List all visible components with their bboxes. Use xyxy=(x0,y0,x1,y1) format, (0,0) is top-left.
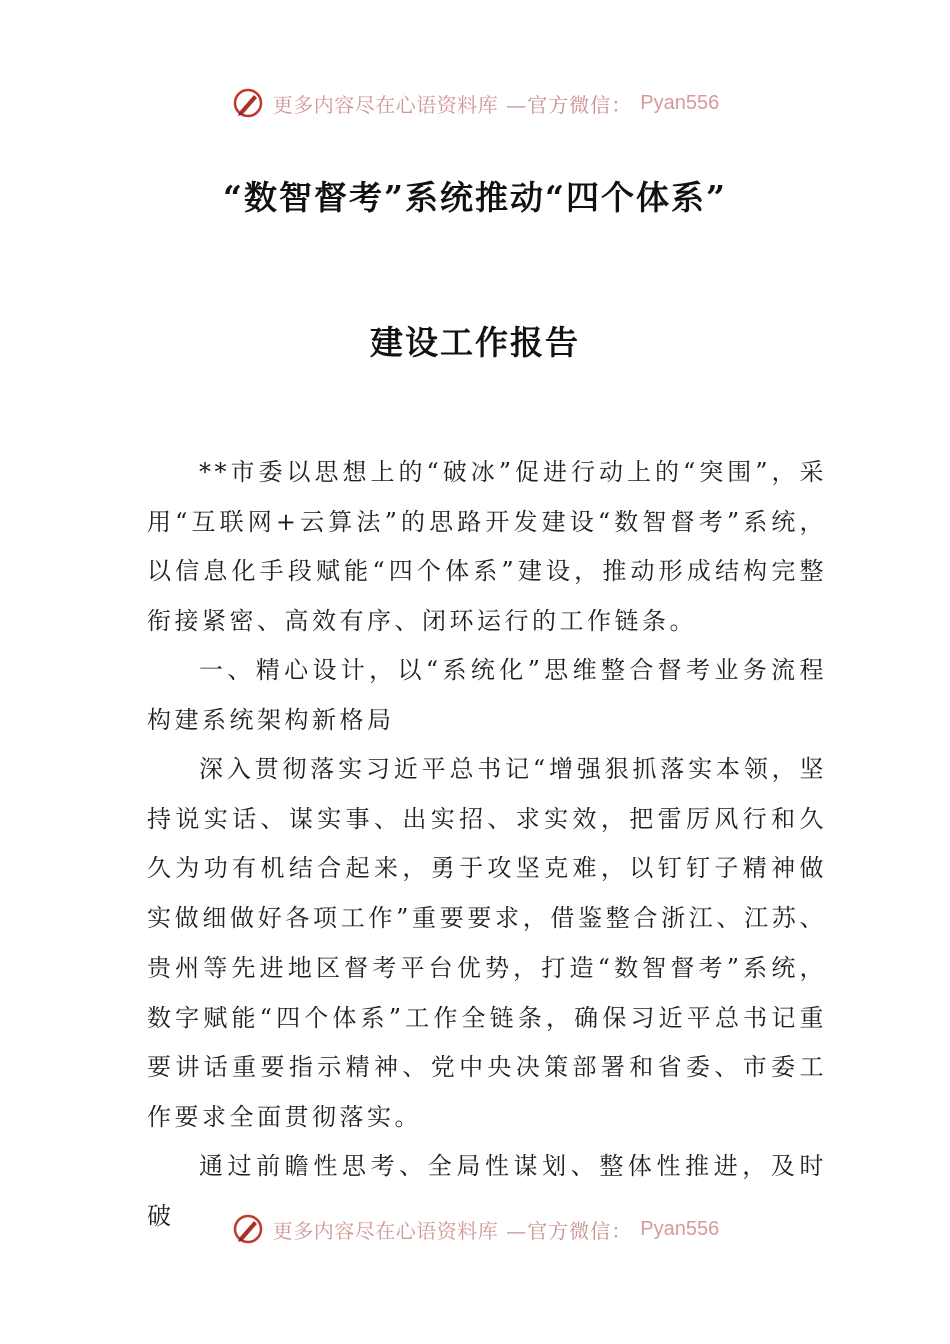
section-heading-1: 一、精心设计，以“系统化”思维整合督考业务流程构建系统架构新格局 xyxy=(147,656,827,734)
watermark-wechat-label: —官方微信： xyxy=(506,92,633,117)
watermark-wechat-label: —官方微信： xyxy=(506,1218,633,1243)
watermark-text: 更多内容尽在心语资料库 xyxy=(272,92,499,117)
paragraph-section1-body: 深入贯彻落实习近平总书记“增强狠抓落实本领，坚持说实话、谋实事、出实招、求实效，把雷厉风行和久久为功有机结合起来，勇于攻坚克难，以钉钉子精神做实做细做好各项工作”重要要求，借鉴整合浙江、江苏、贵州等先进地区督考平台优势，打造“数智督考”系统，数字赋能“四个体系”工作全链条，确保习近平总书记重要讲话重要指示精神、党中央决策部署和省委、市委工作要求全面贯彻落实。 xyxy=(147,755,827,1131)
pen-circle-icon xyxy=(231,86,265,120)
paragraph-intro: **市委以思想上的“破冰”促进行动上的“突围”，采用“互联网+云算法”的思路开发建设“数智督考”系统，以信息化手段赋能“四个体系”建设，推动形成结构完整衔接紧密、高效有序、闭环运行的工作链条。 xyxy=(147,458,827,636)
watermark-footer xyxy=(0,1212,950,1246)
watermark-text: 更多内容尽在心语资料库 xyxy=(272,1218,499,1243)
watermark-wechat-id: Pyan556 xyxy=(640,1217,720,1240)
paragraph-continued: 通过前瞻性思考、全局性谋划、整体性推进，及时破 xyxy=(147,1152,827,1230)
pen-circle-icon xyxy=(231,1212,265,1246)
document-title-line2: 建设工作报告 xyxy=(370,323,580,362)
watermark-wechat-id: Pyan556 xyxy=(640,91,720,114)
watermark-header xyxy=(0,86,950,120)
document-title-line1: “数智督考”系统推动“四个体系” xyxy=(223,178,727,217)
